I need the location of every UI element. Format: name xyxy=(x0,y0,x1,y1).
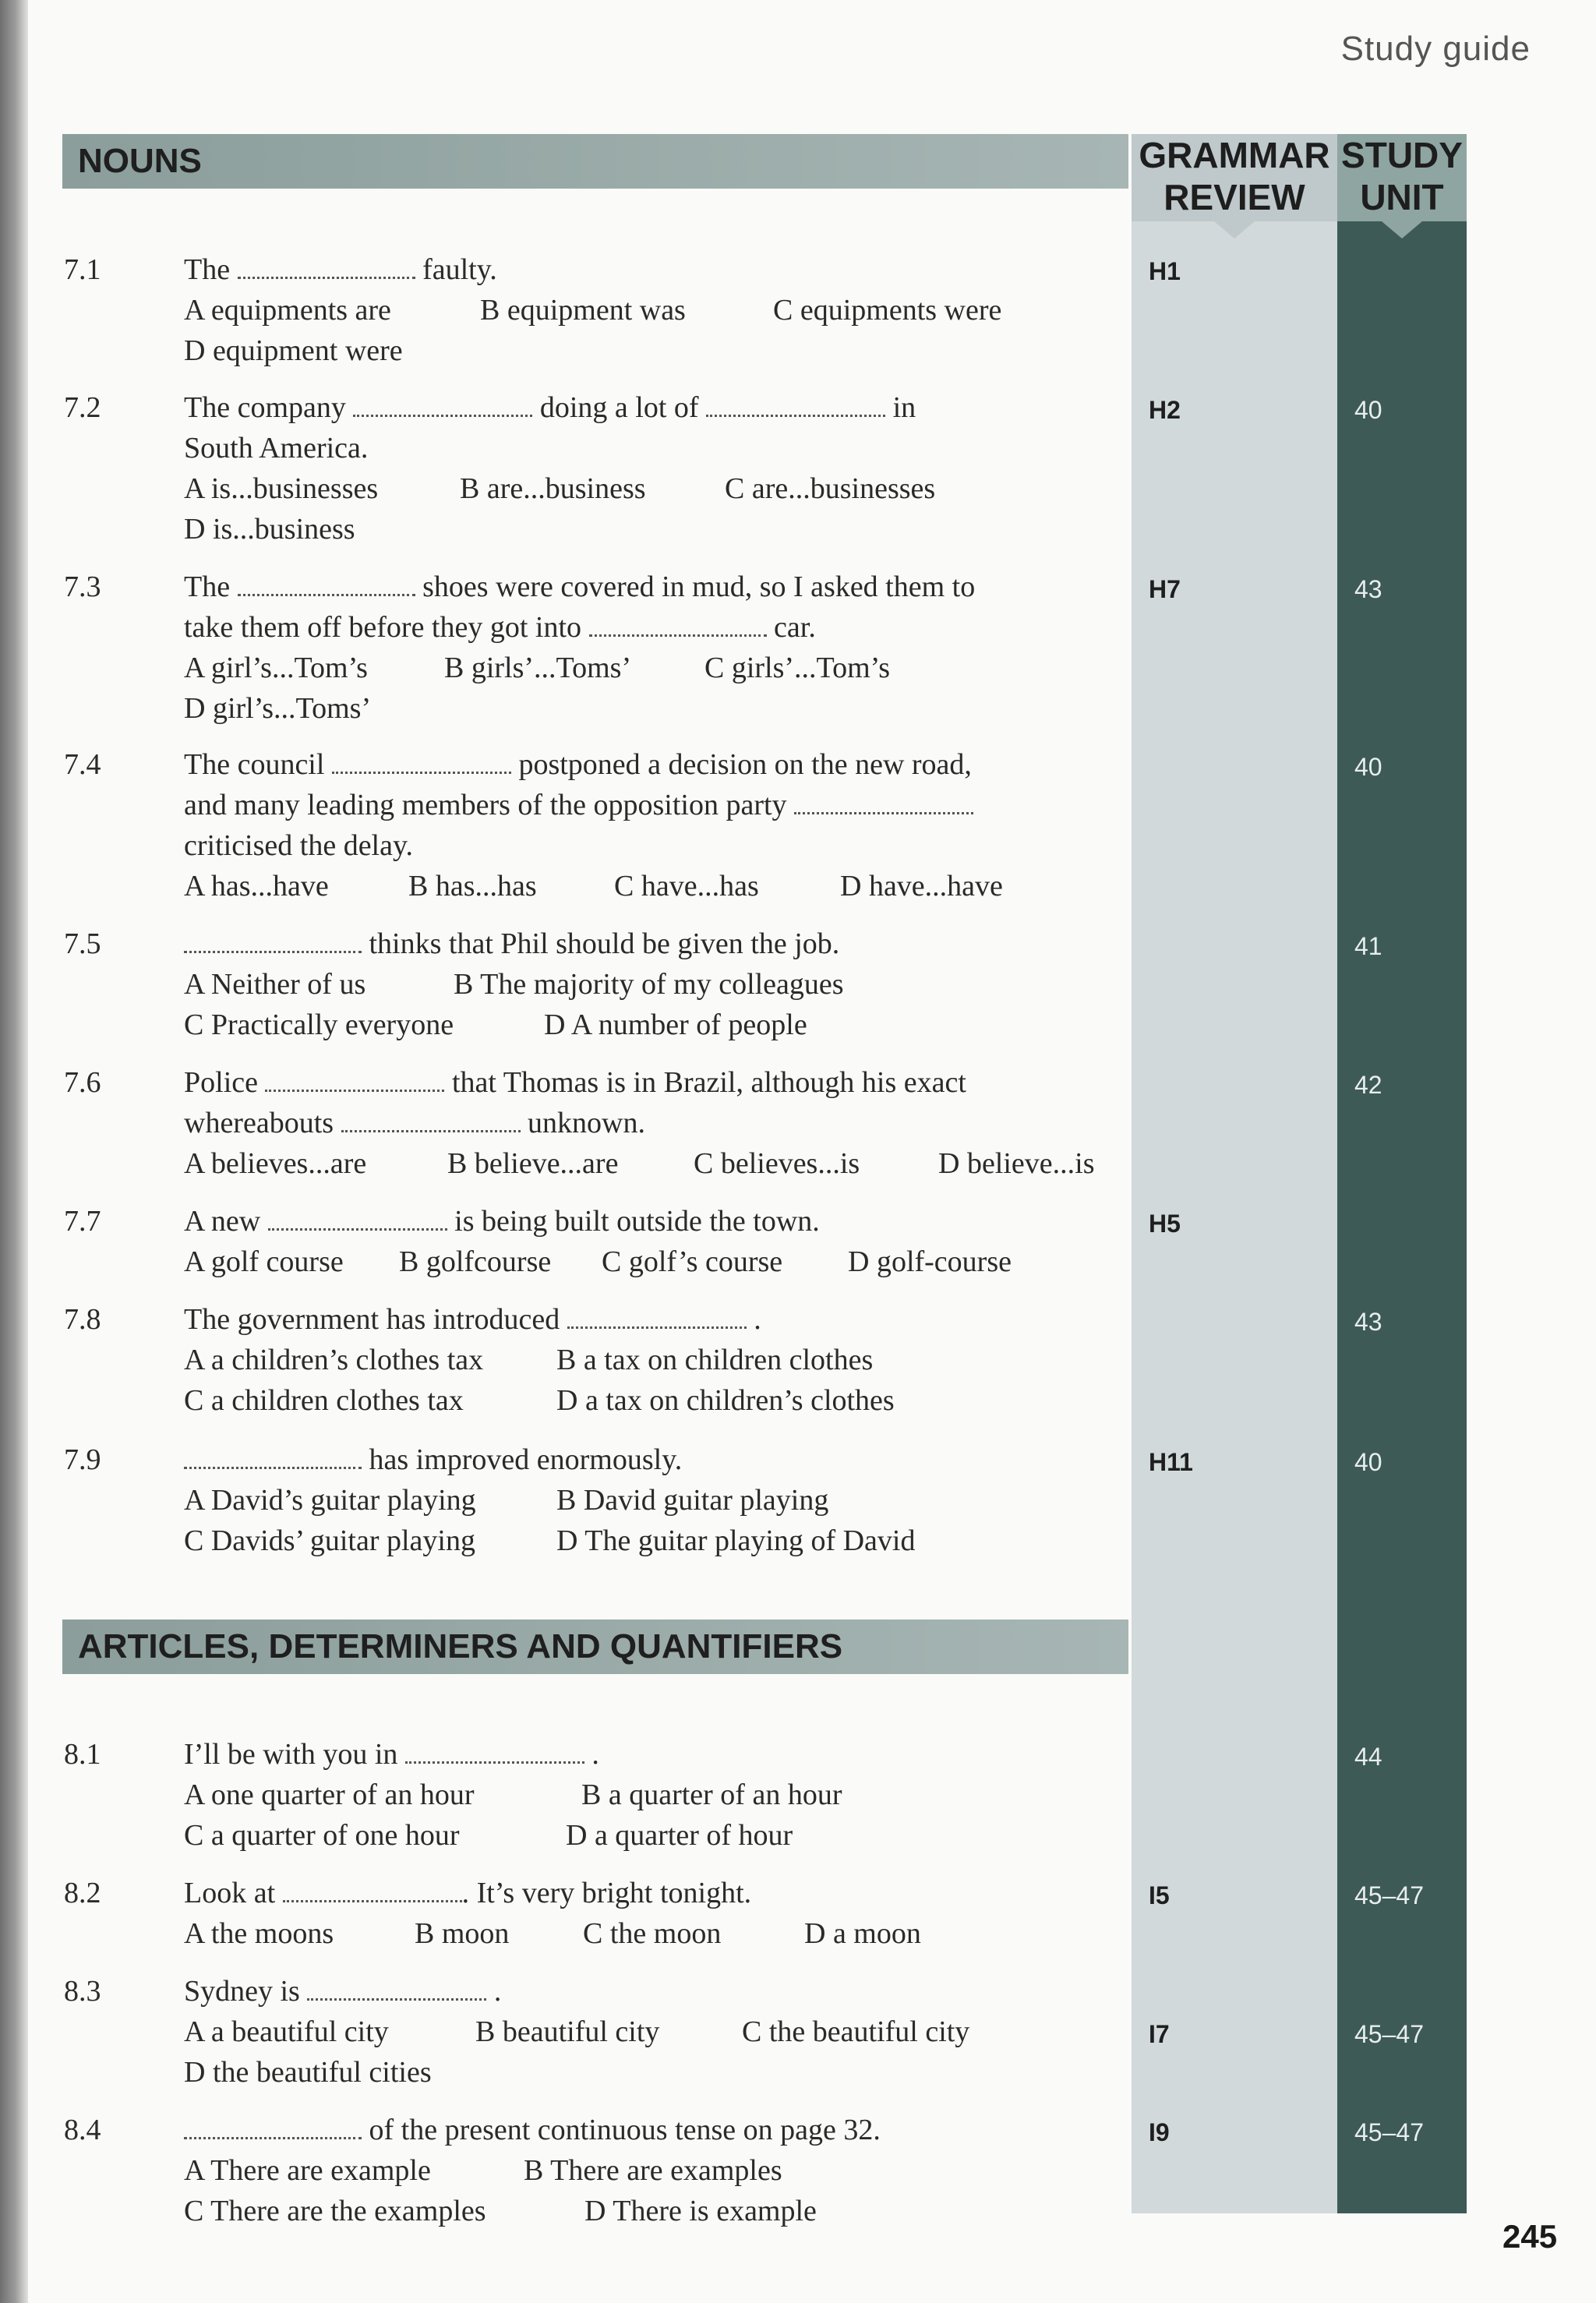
question-text: doing a lot of xyxy=(539,391,699,424)
grammar-review-header-line1: GRAMMAR xyxy=(1139,135,1330,175)
answer-blank[interactable] xyxy=(332,748,511,774)
option-a[interactable]: A the moons xyxy=(184,1917,334,1950)
option-b[interactable]: B David guitar playing xyxy=(556,1484,829,1517)
question-text: I’ll be with you in xyxy=(184,1738,398,1771)
answer-blank[interactable] xyxy=(567,1303,747,1329)
option-c[interactable]: C the moon xyxy=(583,1917,722,1950)
question-text: The company xyxy=(184,391,346,424)
option-a[interactable]: A Neither of us xyxy=(184,968,366,1001)
answer-blank[interactable] xyxy=(184,927,362,953)
option-d[interactable]: D girl’s...Toms’ xyxy=(184,692,372,725)
option-a[interactable]: A is...businesses xyxy=(184,472,379,505)
option-b[interactable]: B beautiful city xyxy=(475,2015,660,2048)
question-text: in xyxy=(892,391,916,424)
answer-blank[interactable] xyxy=(184,2114,362,2139)
option-a[interactable]: A believes...are xyxy=(184,1147,367,1180)
option-d[interactable]: D a tax on children’s clothes xyxy=(556,1384,895,1417)
grammar-ref-8-2: I5 xyxy=(1149,1881,1170,1909)
option-d[interactable]: D have...have xyxy=(840,870,1003,902)
question-text: The xyxy=(184,253,231,286)
question-text: . It’s very bright tonight. xyxy=(461,1877,752,1909)
running-head: Study guide xyxy=(1340,30,1531,68)
option-a[interactable]: A girl’s...Tom’s xyxy=(184,652,368,684)
option-a[interactable]: A a beautiful city xyxy=(184,2015,389,2048)
unit-ref-7-6: 42 xyxy=(1354,1071,1382,1099)
unit-ref-8-3: 45–47 xyxy=(1354,2020,1424,2048)
option-d[interactable]: D is...business xyxy=(184,513,355,546)
option-a[interactable]: A one quarter of an hour xyxy=(184,1778,475,1811)
page-binding-shadow xyxy=(0,0,28,2303)
option-a[interactable]: A has...have xyxy=(184,870,329,902)
option-b[interactable]: B a tax on children clothes xyxy=(556,1344,874,1376)
question-number: 7.1 xyxy=(64,253,101,286)
option-c[interactable]: C Practically everyone xyxy=(184,1008,454,1041)
option-d[interactable]: D golf-course xyxy=(848,1245,1012,1278)
question-text: is being built outside the town. xyxy=(454,1205,820,1238)
question-number: 7.4 xyxy=(64,748,101,781)
option-c[interactable]: C equipments were xyxy=(773,294,1002,327)
question-number: 7.9 xyxy=(64,1443,101,1476)
question-number: 8.1 xyxy=(64,1738,101,1771)
question-number: 8.2 xyxy=(64,1877,101,1909)
unit-ref-8-4: 45–47 xyxy=(1354,2118,1424,2146)
option-c[interactable]: C There are the examples xyxy=(184,2195,486,2227)
question-number: 7.5 xyxy=(64,927,101,960)
question-text: has improved enormously. xyxy=(369,1443,683,1476)
option-d[interactable]: D a moon xyxy=(804,1917,921,1950)
question-text: . xyxy=(591,1738,599,1771)
option-b[interactable]: B girls’...Toms’ xyxy=(444,652,632,684)
answer-blank[interactable] xyxy=(307,1975,486,2001)
question-number: 7.6 xyxy=(64,1066,101,1099)
option-b[interactable]: B believe...are xyxy=(447,1147,619,1180)
option-d[interactable]: D a quarter of hour xyxy=(566,1819,793,1852)
question-number: 7.2 xyxy=(64,391,101,424)
question-text: faulty. xyxy=(422,253,497,286)
question-text: South America. xyxy=(184,432,369,464)
question-text: criticised the delay. xyxy=(184,829,414,862)
option-a[interactable]: A equipments are xyxy=(184,294,391,327)
option-c[interactable]: C believes...is xyxy=(694,1147,860,1180)
option-b[interactable]: B There are examples xyxy=(524,2154,782,2187)
question-text: The council xyxy=(184,748,325,781)
question-text: . xyxy=(493,1975,502,2008)
question-text: A new xyxy=(184,1205,261,1238)
option-d[interactable]: D equipment were xyxy=(184,334,403,367)
question-text: Look at xyxy=(184,1877,276,1909)
question-text: Sydney is xyxy=(184,1975,300,2008)
question-text: that Thomas is in Brazil, although his exact xyxy=(451,1066,966,1099)
unit-ref-7-4: 40 xyxy=(1354,753,1382,781)
unit-ref-8-2: 45–47 xyxy=(1354,1881,1424,1909)
answer-blank[interactable] xyxy=(794,789,973,814)
option-a[interactable]: A David’s guitar playing xyxy=(184,1484,476,1517)
option-b[interactable]: B golfcourse xyxy=(399,1245,552,1278)
unit-ref-7-2: 40 xyxy=(1354,396,1382,424)
answer-blank[interactable] xyxy=(706,391,885,417)
question-text: and many leading members of the opposition party xyxy=(184,789,787,821)
section-heading-nouns: NOUNS xyxy=(62,134,1128,189)
question-text: of the present continuous tense on page 32. xyxy=(369,2114,881,2146)
option-c[interactable]: C the beautiful city xyxy=(742,2015,970,2048)
unit-ref-7-5: 41 xyxy=(1354,932,1382,960)
question-number: 8.3 xyxy=(64,1975,101,2008)
question-text: shoes were covered in mud, so I asked them to xyxy=(422,570,976,603)
option-b[interactable]: B are...business xyxy=(460,472,646,505)
section-heading-articles: ARTICLES, DETERMINERS AND QUANTIFIERS xyxy=(62,1620,1128,1674)
question-number: 8.4 xyxy=(64,2114,101,2146)
option-a[interactable]: A a children’s clothes tax xyxy=(184,1344,484,1376)
answer-blank[interactable] xyxy=(265,1066,444,1092)
question-text: Police xyxy=(184,1066,258,1099)
grammar-ref-7-7: H5 xyxy=(1149,1210,1181,1238)
answer-blank[interactable] xyxy=(268,1205,447,1231)
option-a[interactable]: A There are example xyxy=(184,2154,431,2187)
question-text: postponed a decision on the new road, xyxy=(518,748,972,781)
question-text: The xyxy=(184,570,231,603)
unit-ref-7-3: 43 xyxy=(1354,575,1382,603)
question-number: 7.3 xyxy=(64,570,101,603)
answer-blank[interactable] xyxy=(283,1877,462,1902)
option-b[interactable]: B has...has xyxy=(408,870,537,902)
question-text: unknown. xyxy=(528,1107,645,1139)
option-c[interactable]: C are...businesses xyxy=(725,472,936,505)
option-c[interactable]: C golf’s course xyxy=(602,1245,783,1278)
option-c[interactable]: C a children clothes tax xyxy=(184,1384,464,1417)
question-text: whereabouts xyxy=(184,1107,334,1139)
question-number: 7.8 xyxy=(64,1303,101,1336)
study-unit-header-line1: STUDY xyxy=(1341,135,1463,175)
option-d[interactable]: D A number of people xyxy=(544,1008,807,1041)
option-b[interactable]: B moon xyxy=(415,1917,510,1950)
grammar-review-header-line2: REVIEW xyxy=(1163,177,1305,217)
unit-ref-8-1: 44 xyxy=(1354,1743,1382,1771)
grammar-ref-8-4: I9 xyxy=(1149,2118,1170,2146)
answer-blank[interactable] xyxy=(238,570,415,596)
question-text: thinks that Phil should be given the job. xyxy=(369,927,840,960)
unit-ref-7-8: 43 xyxy=(1354,1308,1382,1336)
question-text: The government has introduced xyxy=(184,1303,560,1336)
answer-blank[interactable] xyxy=(341,1107,521,1132)
grammar-review-header xyxy=(1132,134,1337,221)
answer-blank[interactable] xyxy=(353,391,532,417)
option-c[interactable]: C have...has xyxy=(614,870,759,902)
option-c[interactable]: C a quarter of one hour xyxy=(184,1819,460,1852)
option-b[interactable]: B a quarter of an hour xyxy=(581,1778,842,1811)
option-c[interactable]: C Davids’ guitar playing xyxy=(184,1524,475,1557)
unit-ref-7-9: 40 xyxy=(1354,1448,1382,1476)
answer-blank[interactable] xyxy=(589,611,767,637)
option-d[interactable]: D the beautiful cities xyxy=(184,2056,432,2089)
answer-blank[interactable] xyxy=(184,1443,362,1469)
question-text: car. xyxy=(774,611,816,644)
grammar-ref-7-2: H2 xyxy=(1149,396,1181,424)
option-d[interactable]: D believe...is xyxy=(938,1147,1095,1180)
option-a[interactable]: A golf course xyxy=(184,1245,344,1278)
option-c[interactable]: C girls’...Tom’s xyxy=(704,652,891,684)
option-b[interactable]: B equipment was xyxy=(480,294,686,327)
study-unit-header xyxy=(1337,134,1467,221)
option-d[interactable]: D There is example xyxy=(584,2195,817,2227)
grammar-ref-7-3: H7 xyxy=(1149,575,1181,603)
question-number: 7.7 xyxy=(64,1205,101,1238)
answer-blank[interactable] xyxy=(238,253,415,279)
study-unit-header-line2: UNIT xyxy=(1360,177,1444,217)
grammar-ref-7-9: H11 xyxy=(1149,1448,1193,1476)
option-b[interactable]: B The majority of my colleagues xyxy=(454,968,844,1001)
page-number: 245 xyxy=(1502,2218,1558,2255)
option-d[interactable]: D The guitar playing of David xyxy=(556,1524,916,1557)
grammar-ref-7-1: H1 xyxy=(1149,257,1181,285)
question-text: . xyxy=(754,1303,761,1336)
answer-blank[interactable] xyxy=(405,1738,584,1764)
question-text: take them off before they got into xyxy=(184,611,582,644)
grammar-ref-8-3: I7 xyxy=(1149,2020,1170,2048)
